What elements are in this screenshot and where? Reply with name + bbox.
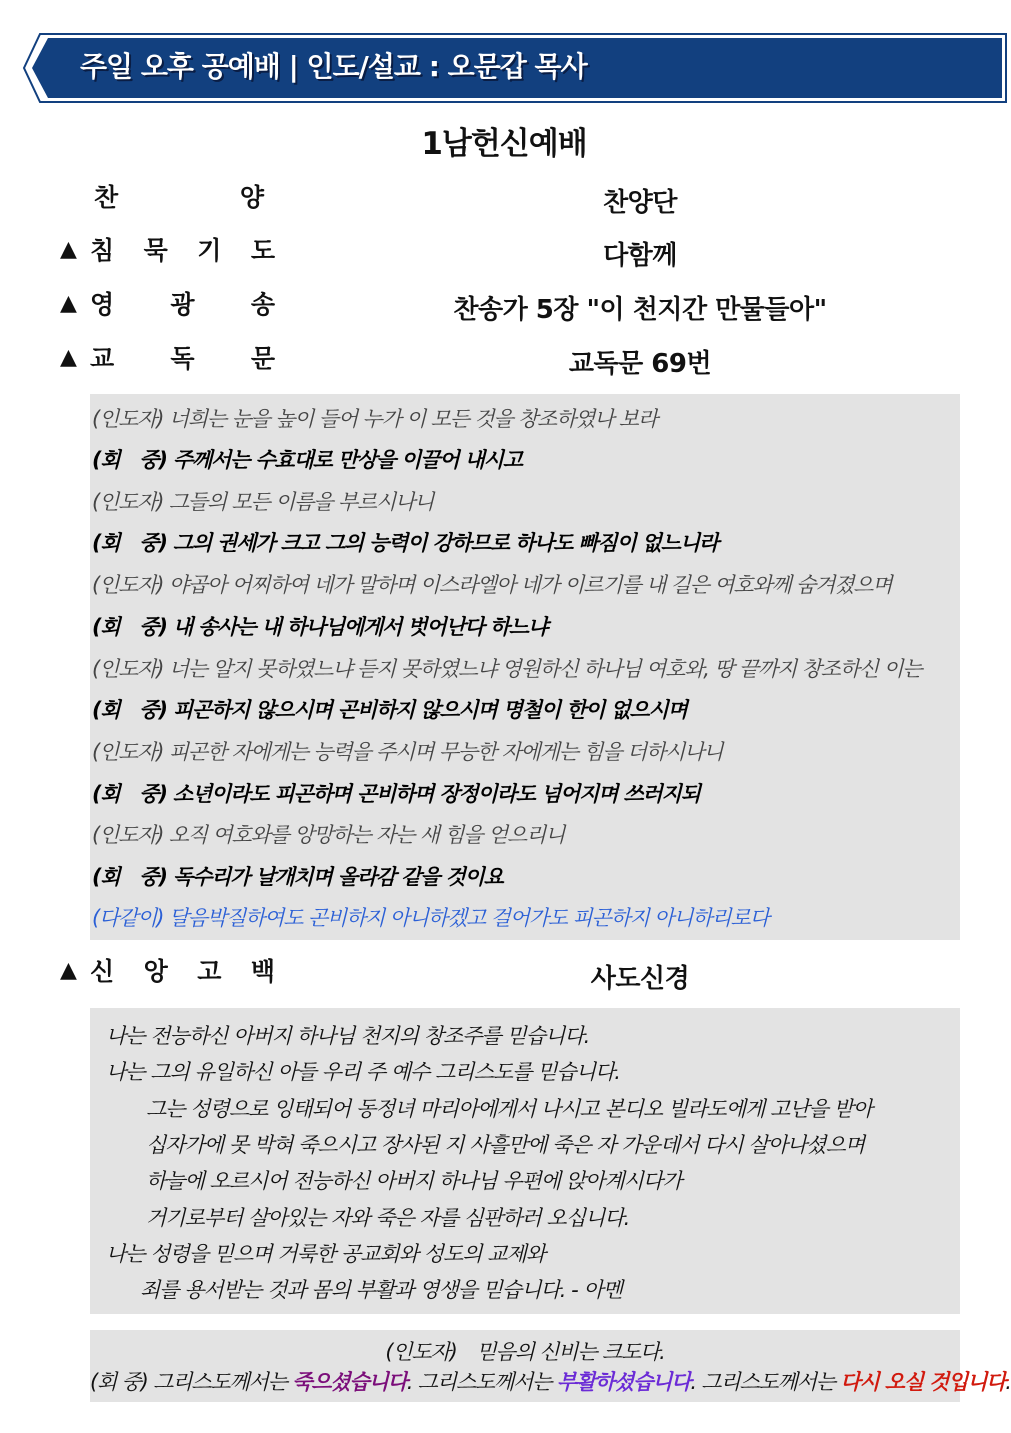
response-died: 죽으셨습니다 [292, 1370, 407, 1394]
reading-line: (인도자) 너는 알지 못하였느냐 듣지 못하였느냐 영원하신 하나님 여호와, 땅 끝까지 창조하신 이는 [92, 657, 922, 681]
reading-line: (인도자) 그들의 모든 이름을 부르시나니 [92, 490, 434, 514]
response-risen: 부활하셨습니다 [556, 1370, 691, 1394]
order-item-praise [0, 178, 1008, 222]
order-item-detail: 교독문 69번 [568, 349, 712, 379]
triangle-icon: ▲ [60, 237, 77, 262]
order-item-detail: 사도신경 [590, 964, 690, 994]
creed-line: 거기로부터 살아있는 자와 죽은 자를 심판하러 오십니다. [146, 1206, 630, 1230]
order-item-name: 침 묵 기 도 [90, 236, 275, 265]
reading-line: (다같이) 달음박질하여도 곤비하지 아니하겠고 걸어가도 피곤하지 아니하리로다 [92, 906, 769, 930]
order-item-name: 찬 양 [94, 183, 264, 212]
service-title: 1남헌신예배 [421, 126, 587, 162]
reading-line: (회 중) 소년이라도 피곤하며 곤비하며 장정이라도 넘어지며 쓰러지되 [92, 782, 700, 806]
reading-line: (인도자) 피곤한 자에게는 능력을 주시며 무능한 자에게는 힘을 더하시나니 [92, 740, 723, 764]
creed-line: 나는 그의 유일하신 아들 우리 주 예수 그리스도를 믿습니다. [106, 1060, 620, 1084]
triangle-icon: ▲ [60, 345, 77, 370]
mystery-leader-line: (인도자) 믿음의 신비는 크도다. [385, 1340, 665, 1364]
reading-line: (회 중) 주께서는 수효대로 만상을 이끌어 내시고 [92, 448, 522, 472]
order-item-gloria [0, 285, 1008, 329]
order-item-name: 교 독 문 [90, 344, 275, 373]
header-banner [22, 28, 1008, 106]
reading-line: (인도자) 너희는 눈을 높이 들어 누가 이 모든 것을 창조하였나 보라 [92, 407, 657, 431]
creed-line: 죄를 용서받는 것과 몸의 부활과 영생을 믿습니다. - 아멘 [140, 1278, 622, 1302]
creed-line: 하늘에 오르시어 전능하신 아버지 하나님 우편에 앉아계시다가 [146, 1169, 682, 1193]
reading-line: (회 중) 피곤하지 않으시며 곤비하지 않으시며 명철이 한이 없으시며 [92, 698, 687, 722]
response-will-come: 다시 오실 것입니다 [840, 1370, 1006, 1394]
order-item-detail: 다함께 [603, 241, 677, 271]
reading-line: (회 중) 내 송사는 내 하나님에게서 벗어난다 하느냐 [92, 615, 547, 639]
order-item-responsive-reading [0, 339, 1008, 383]
banner-title: 주일 오후 공예배 | 인도/설교 : 오문갑 목사 [80, 50, 587, 83]
reading-line: (인도자) 오직 여호와를 앙망하는 자는 새 힘을 얻으리니 [92, 823, 565, 847]
order-item-detail: 찬송가 5장 "이 천지간 만물들아" [453, 295, 827, 325]
creed-box [90, 1008, 960, 1314]
creed-line: 나는 성령을 믿으며 거룩한 공교회와 성도의 교제와 [106, 1242, 546, 1266]
mystery-response-line: (회 중) 그리스도께서는 죽으셨습니다. 그리스도께서는 부활하셨습니다. 그리스도께서는 다시 오실 것입니다. [90, 1370, 1011, 1394]
order-item-creed [0, 952, 1008, 996]
order-item-detail: 찬양단 [603, 188, 677, 218]
order-item-silent-prayer [0, 231, 1008, 275]
reading-line: (회 중) 그의 권세가 크고 그의 능력이 강하므로 하나도 빠짐이 없느니라 [92, 531, 719, 555]
creed-line: 나는 전능하신 아버지 하나님 천지의 창조주를 믿습니다. [106, 1024, 590, 1048]
order-item-name: 영 광 송 [90, 290, 275, 319]
creed-line: 십자가에 못 박혀 죽으시고 장사된 지 사흘만에 죽은 자 가운데서 다시 살아나셨으며 [146, 1133, 865, 1157]
creed-line: 그는 성령으로 잉태되어 동정녀 마리아에게서 나시고 본디오 빌라도에게 고난을 받아 [146, 1097, 873, 1121]
reading-line: (인도자) 야곱아 어찌하여 네가 말하며 이스라엘아 네가 이르기를 내 길은 여호와께 숨겨졌으며 [92, 573, 892, 597]
triangle-icon: ▲ [60, 958, 77, 983]
reading-line: (회 중) 독수리가 날개치며 올라감 같을 것이요 [92, 865, 503, 889]
order-item-name: 신 앙 고 백 [90, 957, 275, 986]
triangle-icon: ▲ [60, 291, 77, 316]
